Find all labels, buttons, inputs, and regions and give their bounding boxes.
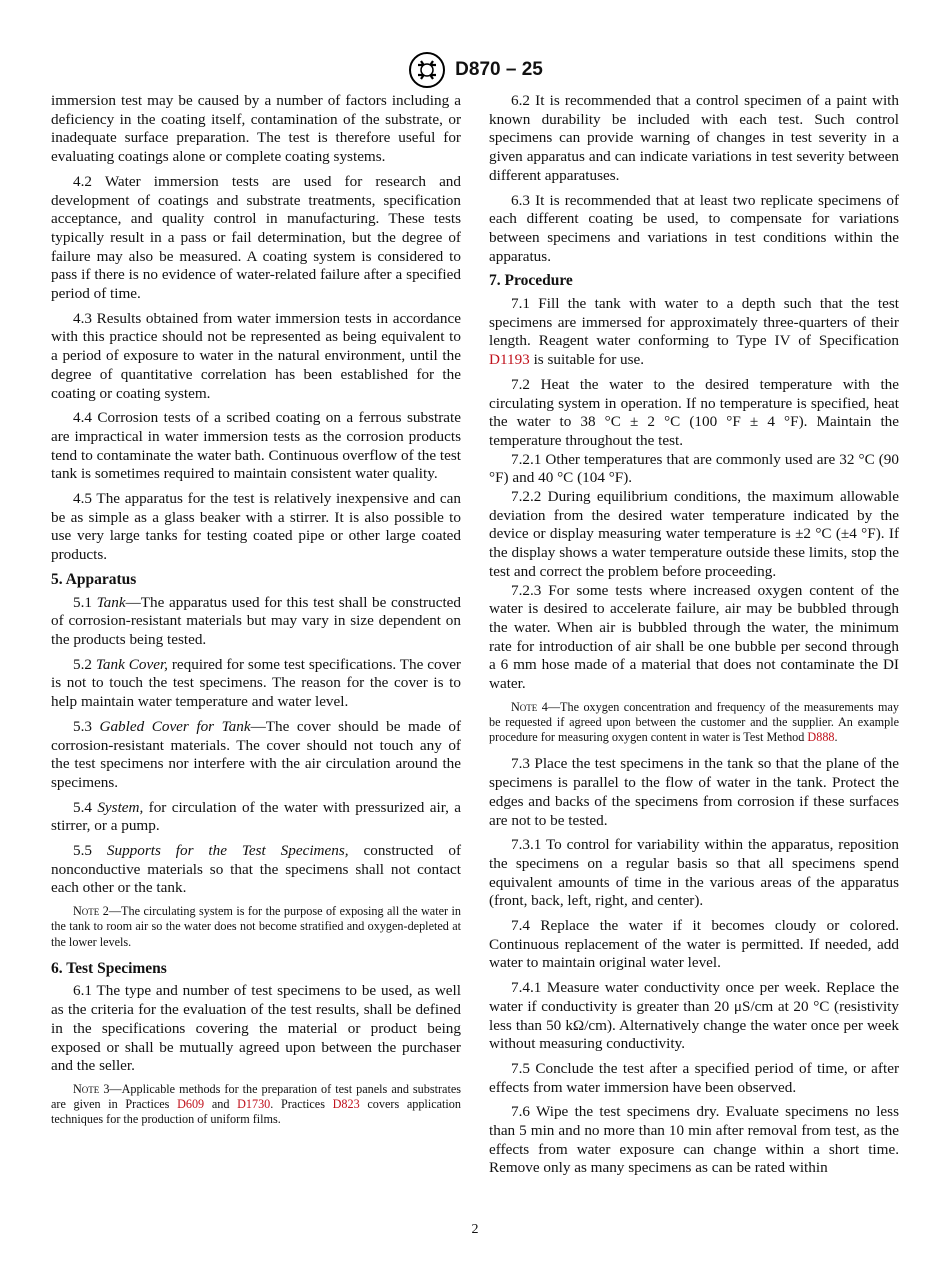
paragraph-4-4: 4.4 Corrosion tests of a scribed coating on a ferrous substrate are impractical in water immersion tests as the corrosion products tend to contaminate the water bath. Continuous overflow of the test tank is sometimes required to maintain consistent water quality. [51,409,461,483]
left-column [51,92,461,1138]
paragraph-4-3: 4.3 Results obtained from water immersion tests in accordance with this practice should not be represented as being equivalent to a period of exposure to water in the natural environment, until the degree of quantitative correlation has been established for the coating or coating system. [51,309,461,402]
paragraph-7-4-1: 7.4.1 Measure water conductivity once per week. Replace the water if conductivity is greater than 20 μS/cm at 20 °C (resistivity less than 50 kΩ/cm). Alternatively change the water once per week without measuring conductivity. [489,979,899,1053]
paragraph-7-3: 7.3 Place the test specimens in the tank so that the plane of the specimens is parallel to the flow of water in the tank. Protect the edges and backs of the specimens from corrosion if these surfaces are not to be tested. [489,755,899,829]
paragraph-4-5: 4.5 The apparatus for the test is relatively inexpensive and can be as simple as a glass beaker with a stirrer. It is also possible to use very large tanks for testing coated pipe or other large coated products. [51,490,461,564]
paragraph-7-5: 7.5 Conclude the test after a specified period of time, or after effects from water immersion have been observed. [489,1059,899,1096]
astm-logo-icon [407,50,447,90]
document-designation: D870 – 25 [455,59,543,80]
paragraph-7-2-2: 7.2.2 During equilibrium conditions, the maximum allowable deviation from the desired water temperature indicated by the device or display measuring water temperature is ±2 °C (±4 °F). If the display shows a water temperature outside these limits, stop the test and correct the problem before proceeding. [489,488,899,580]
page-number: 2 [471,1222,479,1237]
paragraph-5-1: 5.1 Tank—The apparatus used for this test shall be constructed of corrosion-resistant materials but may vary in size dependent on the products being tested. [51,593,461,648]
paragraph-4-1-continued: immersion test may be caused by a number of factors including a deficiency in the coating itself, contamination of the substrate, or inadequate surface preparation. The test is therefore useful for evaluating coatings alone or complete coating systems. [51,92,461,166]
paragraph-4-2: 4.2 Water immersion tests are used for research and development of coatings and substrate treatments, specification acceptance, and quality control in manufacturing. These tests typically result in a pass or fail determination, but the degree of failure may also be measured. A coating system is considered to pass if there is no evidence of water-related failure after a specified period of time. [51,172,461,303]
ref-link-d823[interactable]: D823 [332,1097,360,1112]
ref-link-d1730[interactable]: D1730 [237,1097,271,1112]
section-heading-procedure: 7. Procedure [489,272,573,290]
paragraph-7-3-1: 7.3.1 To control for variability within the apparatus, reposition the specimens on a regular basis so that all specimens spend equivalent amounts of time in the various areas of the apparatus (front, back, left, right, and center). [489,836,899,910]
paragraph-5-2: 5.2 Tank Cover, required for some test specifications. The cover is not to touch the test specimens. The reason for the cover is to help maintain water temperature and water level. [51,655,461,711]
paragraph-6-1: 6.1 The type and number of test specimens to be used, as well as the criteria for the evaluation of the test results, shall be defined in the specifications covering the material or product being exposed or shall be mutually agreed upon between the purchaser and the seller. [51,982,461,1075]
ref-link-d609[interactable]: D609 [177,1097,205,1112]
paragraph-7-4: 7.4 Replace the water if it becomes cloudy or colored. Continuous replacement of the water is permitted. If needed, add water to maintain original water level. [489,917,899,972]
ref-link-d888[interactable]: D888 [807,730,835,745]
paragraph-6-2: 6.2 It is recommended that a control specimen of a paint with known durability be included with each test. Such control specimens can provide warning of changes in test severity in a given apparatus and can indicate variations in test severity between different apparatuses. [489,92,899,184]
paragraph-5-3: 5.3 Gabled Cover for Tank—The cover should be made of corrosion-resistant materials. The cover should not touch any of the test specimens nor interfere with the air circulation around the specimens. [51,717,462,791]
paragraph-6-3: 6.3 It is recommended that at least two replicate specimens of each different coating be used, to compensate for variations between specimens and variations in test conditions within the apparatus. [489,191,899,265]
paragraph-7-2-1: 7.2.1 Other temperatures that are commonly used are 32 °C (90 °F) and 40 °C (104 °F). [489,450,899,487]
paragraph-7-1: 7.1 Fill the tank with water to a depth such that the test specimens are immersed for approximately three-quarters of their length. Reagent water conforming to Type IV of Specification D1193 is suitable for use. [489,295,899,369]
paragraph-7-2-3: 7.2.3 For some tests where increased oxygen content of the water is desired to accelerate failure, air may be bubbled through the water. When air is bubbled through the water, the minimum rate for introduction of air shall be one bubble per second through a 6 mm hose made of a material that does not contaminate the DI water. [489,581,899,693]
page-header [0,50,950,90]
right-column [489,92,899,1184]
ref-link-d1193[interactable]: D1193 [489,351,530,369]
paragraph-5-5: 5.5 Supports for the Test Specimens, constructed of nonconductive materials so that the specimens shall not contact each other or the tank. [51,842,462,897]
paragraph-7-6: 7.6 Wipe the test specimens dry. Evaluate specimens no less than 5 min and no more than 10 min after removal from test, as the effects from water exposure can change within a short time. Remove only as many specimens as can be rated within [489,1103,899,1177]
paragraph-5-4: 5.4 System, for circulation of the water with pressurized air, a stirrer, or a pump. [51,798,462,835]
note-2: Note 2—The circulating system is for the purpose of exposing all the water in the tank to room air so the water does not become stratified and oxygen-depleted at the lower levels. [51,904,462,949]
note-3: Note 3—Applicable methods for the preparation of test panels and substrates are given in Practices D609 and D1730. Practices D823 covers application techniques for the production of uniform films. [51,1081,461,1127]
paragraph-7-2: 7.2 Heat the water to the desired temperature with the circulating system in operation. If no temperature is specified, heat the water to 38 °C ± 2 °C (100 °F ± 4 °F). Maintain the temperature throughout the test. [489,375,899,449]
section-heading-apparatus: 5. Apparatus [51,570,137,588]
section-heading-test-specimens: 6. Test Specimens [51,959,167,977]
note-4: Note 4—The oxygen concentration and frequency of the measurements may be requested if agreed upon between the customer and the supplier. An example procedure for measuring oxygen content in water is Test Method D888. [489,699,899,745]
